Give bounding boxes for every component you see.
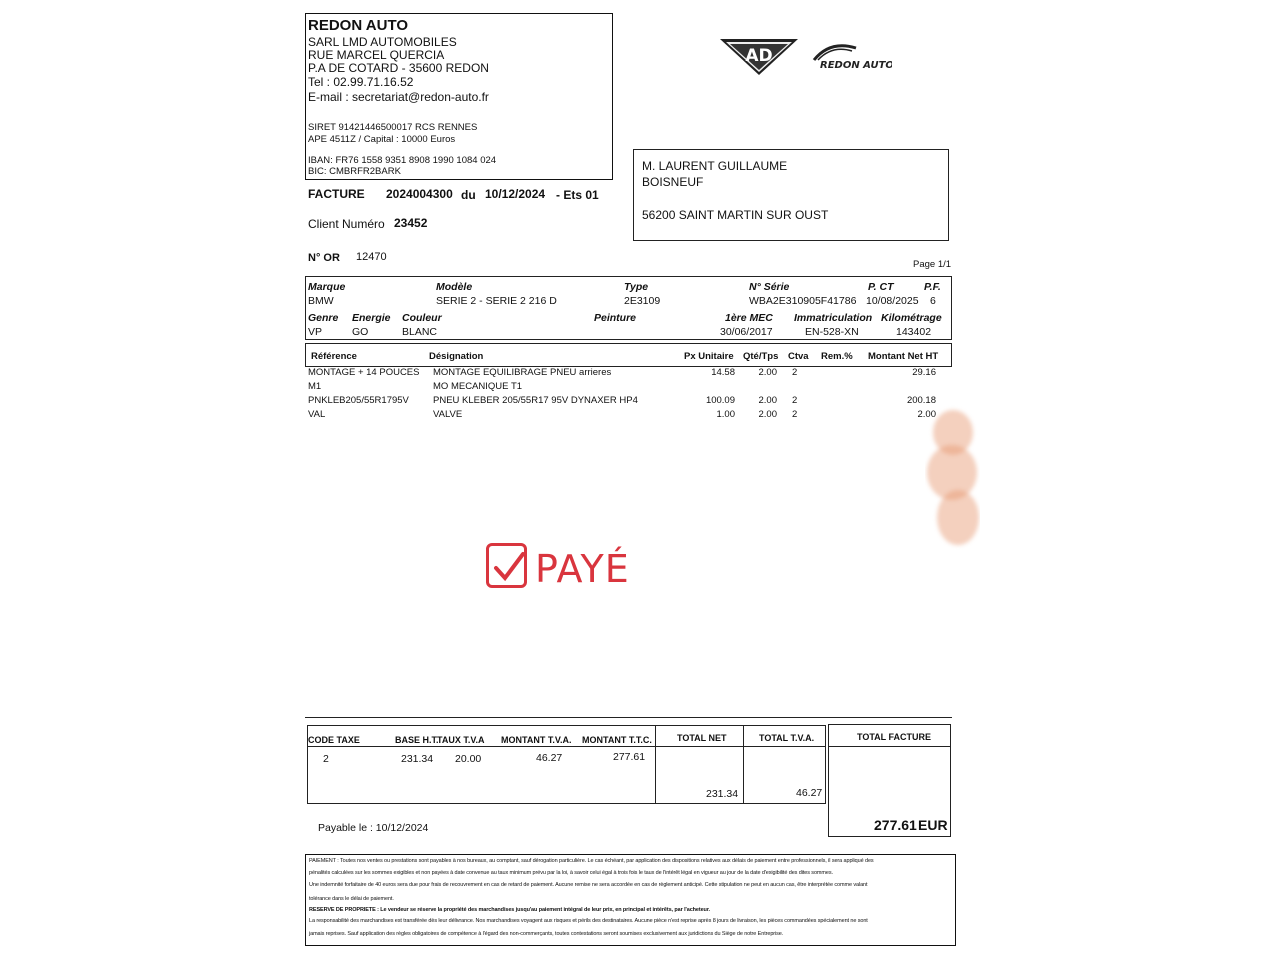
total-net-value: 231.34 xyxy=(706,788,739,800)
vehicle-header-energie: Energie xyxy=(352,312,391,324)
item-quantity: 2.00 xyxy=(758,395,777,406)
vehicle-modele: SERIE 2 - SERIE 2 216 D xyxy=(436,295,557,307)
tax-ttc-amount: 277.61 xyxy=(613,751,646,763)
item-ref: PNKLEB205/55R1795V xyxy=(308,395,409,406)
company-street: RUE MARCEL QUERCIA xyxy=(308,48,445,62)
table-row xyxy=(305,409,952,423)
invoice-date: 10/12/2024 xyxy=(485,187,546,201)
payable-date: Payable le : 10/12/2024 xyxy=(318,822,429,834)
vehicle-genre: VP xyxy=(308,326,323,338)
item-designation: PNEU KLEBER 205/55R17 95V DYNAXER HP4 xyxy=(433,395,638,406)
vehicle-header-pct: P. CT xyxy=(868,281,894,293)
item-designation: MO MECANIQUE T1 xyxy=(433,381,523,392)
company-siret: SIRET 91421446500017 RCS RENNES xyxy=(308,122,478,133)
svg-text:REDON AUTO: REDON AUTO xyxy=(820,60,892,71)
col-quantity: Qté/Tps xyxy=(743,351,779,362)
terms-line: jamais reprises. Sauf application des règles obligatoires de compétence à l'égard des non-commerçants, toutes contestations seront soumises exclusivement aux juridictions du Siège de notre Entreprise. xyxy=(309,931,784,937)
paper-stain xyxy=(925,405,980,550)
tax-rate: 20.00 xyxy=(455,753,482,765)
item-unit-price: 1.00 xyxy=(716,409,735,420)
terms-line: PAIEMENT : Toutes nos ventes ou prestations sont payables à nos bureaux, au comptant, sauf dérogation particulière. Le cas échéant, par application des dispositions relatives aux délais de paiement entre professionnels, il sera appliqué des xyxy=(309,858,874,864)
vehicle-header-pf: P.F. xyxy=(924,281,941,293)
col-designation: Désignation xyxy=(429,351,484,362)
vehicle-immat: EN-528-XN xyxy=(805,326,859,338)
vehicle-km: 143402 xyxy=(896,326,932,338)
vehicle-header-type: Type xyxy=(624,281,649,293)
invoice-du-label: du xyxy=(461,188,476,202)
col-vat-code: Ctva xyxy=(788,351,809,362)
vehicle-header-genre: Genre xyxy=(308,312,339,324)
company-city: P.A DE COTARD - 35600 REDON xyxy=(308,61,489,75)
checkbox-icon xyxy=(486,543,527,588)
tax-code: 2 xyxy=(323,753,329,765)
terms-line: RESERVE DE PROPRIETE : Le vendeur se réserve la propriété des marchandises jusqu'au paiement intégral de leur prix, en principal et intérêts, par l'acheteur. xyxy=(309,907,710,913)
total-invoice-currency: EUR xyxy=(918,817,948,833)
total-invoice-label: TOTAL FACTURE xyxy=(857,732,931,742)
vehicle-pct: 10/08/2025 xyxy=(866,295,919,307)
client-number-label: Client Numéro xyxy=(308,217,385,231)
terms-line: tolérance dans le délai de paiement. xyxy=(309,896,394,902)
vehicle-energie: GO xyxy=(352,326,369,338)
tax-header-ttc-amount: MONTANT T.T.C. xyxy=(582,735,652,745)
vehicle-header-km: Kilométrage xyxy=(881,312,942,324)
tax-header-base: BASE H.T. xyxy=(395,735,439,745)
tax-base: 231.34 xyxy=(401,753,434,765)
or-number: 12470 xyxy=(356,251,387,263)
vehicle-mec: 30/06/2017 xyxy=(720,326,773,338)
company-ape: APE 4511Z / Capital : 10000 Euros xyxy=(308,134,456,145)
col-reference: Référence xyxy=(311,351,357,362)
net-vat-separator xyxy=(743,725,744,804)
col-unit-price: Px Unitaire xyxy=(684,351,734,362)
item-unit-price: 14.58 xyxy=(711,367,735,378)
svg-text:AD: AD xyxy=(745,46,773,66)
item-net-amount: 200.18 xyxy=(906,395,936,406)
item-net-amount: 2.00 xyxy=(917,409,936,420)
company-name: REDON AUTO xyxy=(308,17,409,34)
item-net-amount: 29.16 xyxy=(912,367,936,378)
item-ref: M1 xyxy=(308,381,322,392)
total-vat-value-display: 46.27 xyxy=(796,787,823,799)
redon-auto-logo xyxy=(808,42,892,74)
vehicle-marque: BMW xyxy=(308,295,334,307)
company-phone: Tel : 02.99.71.16.52 xyxy=(308,75,414,89)
tax-header-rate: TAUX T.V.A xyxy=(437,735,485,745)
item-ref: MONTAGE + 14 POUCES xyxy=(308,367,420,378)
vehicle-header-modele: Modèle xyxy=(436,281,473,293)
table-row xyxy=(305,395,952,409)
tax-header-code: CODE TAXE xyxy=(308,735,360,745)
item-quantity: 2.00 xyxy=(758,367,777,378)
terms-line: Une indemnité forfaitaire de 40 euros sera due pour frais de recouvrement en cas de retard de paiement. Aucune remise ne sera accordée en cas de règlement anticipé. Cette stipulation ne peut en aucun cas, être interprétée comme valant xyxy=(309,882,868,888)
item-ref: VAL xyxy=(308,409,326,420)
item-quantity: 2.00 xyxy=(758,409,777,420)
invoice-label: FACTURE xyxy=(308,187,365,201)
vehicle-header-marque: Marque xyxy=(308,281,346,293)
vehicle-header-serie: N° Série xyxy=(749,281,790,293)
vehicle-type: 2E3109 xyxy=(624,295,661,307)
divider xyxy=(305,717,952,718)
item-vat-code: 2 xyxy=(792,409,798,420)
stamp-text: PAYÉ xyxy=(535,547,630,591)
client-line2: BOISNEUF xyxy=(642,175,704,189)
item-unit-price: 100.09 xyxy=(705,395,735,406)
item-designation: MONTAGE EQUILIBRAGE PNEU arrieres xyxy=(433,367,612,378)
client-number: 23452 xyxy=(394,216,428,230)
terms-line: La responsabilité des marchandises est transférée dès leur délivrance. Nos marchandises voyagent aux risques et périls des destinataires. Aucune pièce n'est reprise après 8 jours de livraison, les pièces commandées spécialement ne sont xyxy=(309,918,868,924)
or-label: N° OR xyxy=(308,252,340,264)
company-block xyxy=(305,13,613,180)
net-vat-header-line xyxy=(655,746,826,747)
vehicle-header-peinture: Peinture xyxy=(594,312,637,324)
tax-vat-amount: 46.27 xyxy=(536,752,563,764)
company-email: E-mail : secretariat@redon-auto.fr xyxy=(308,90,489,104)
client-name: M. LAURENT GUILLAUME xyxy=(642,159,788,173)
company-legal-name: SARL LMD AUTOMOBILES xyxy=(308,35,457,49)
tax-header-vat-amount: MONTANT T.V.A. xyxy=(501,735,572,745)
total-invoice-value: 277.61 xyxy=(874,817,917,833)
vehicle-header-immat: Immatriculation xyxy=(794,312,873,324)
vehicle-header-mec: 1ère MEC xyxy=(725,312,773,324)
terms-block xyxy=(305,854,956,946)
total-vat-label: TOTAL T.V.A. xyxy=(759,733,815,743)
client-city: 56200 SAINT MARTIN SUR OUST xyxy=(642,208,829,222)
company-bic: BIC: CMBRFR2BARK xyxy=(308,166,401,177)
item-vat-code: 2 xyxy=(792,395,798,406)
total-net-label: TOTAL NET xyxy=(677,733,727,743)
total-invoice-header-line xyxy=(828,746,951,747)
vehicle-block xyxy=(305,276,952,340)
ad-logo xyxy=(718,37,800,77)
invoice-ets: - Ets 01 xyxy=(556,188,599,202)
table-row xyxy=(305,381,952,395)
items-table-header xyxy=(305,343,952,367)
page-indicator: Page 1/1 xyxy=(913,259,952,270)
item-designation: VALVE xyxy=(433,409,463,420)
vehicle-serie: WBA2E310905F41786 xyxy=(749,295,857,307)
table-row xyxy=(305,367,952,381)
client-address-block xyxy=(633,149,949,241)
company-iban: IBAN: FR76 1558 9351 8908 1990 1084 024 xyxy=(308,155,497,166)
invoice-number: 2024004300 xyxy=(386,187,453,201)
vehicle-couleur: BLANC xyxy=(402,326,438,338)
vehicle-pf: 6 xyxy=(930,295,936,307)
terms-line: pénalités calculées sur les sommes exigibles et non payées à date convenue au taux minimum prévu par la loi, à savoir celui égal à trois fois le taux de l'intérêt légal en vigueur au jour de la date d'exigibilité des dites sommes. xyxy=(309,870,833,876)
col-net-amount: Montant Net HT xyxy=(868,351,939,362)
vehicle-header-couleur: Couleur xyxy=(402,312,442,324)
col-discount: Rem.% xyxy=(821,351,853,362)
tax-table-header-line xyxy=(307,746,656,747)
item-vat-code: 2 xyxy=(792,367,798,378)
